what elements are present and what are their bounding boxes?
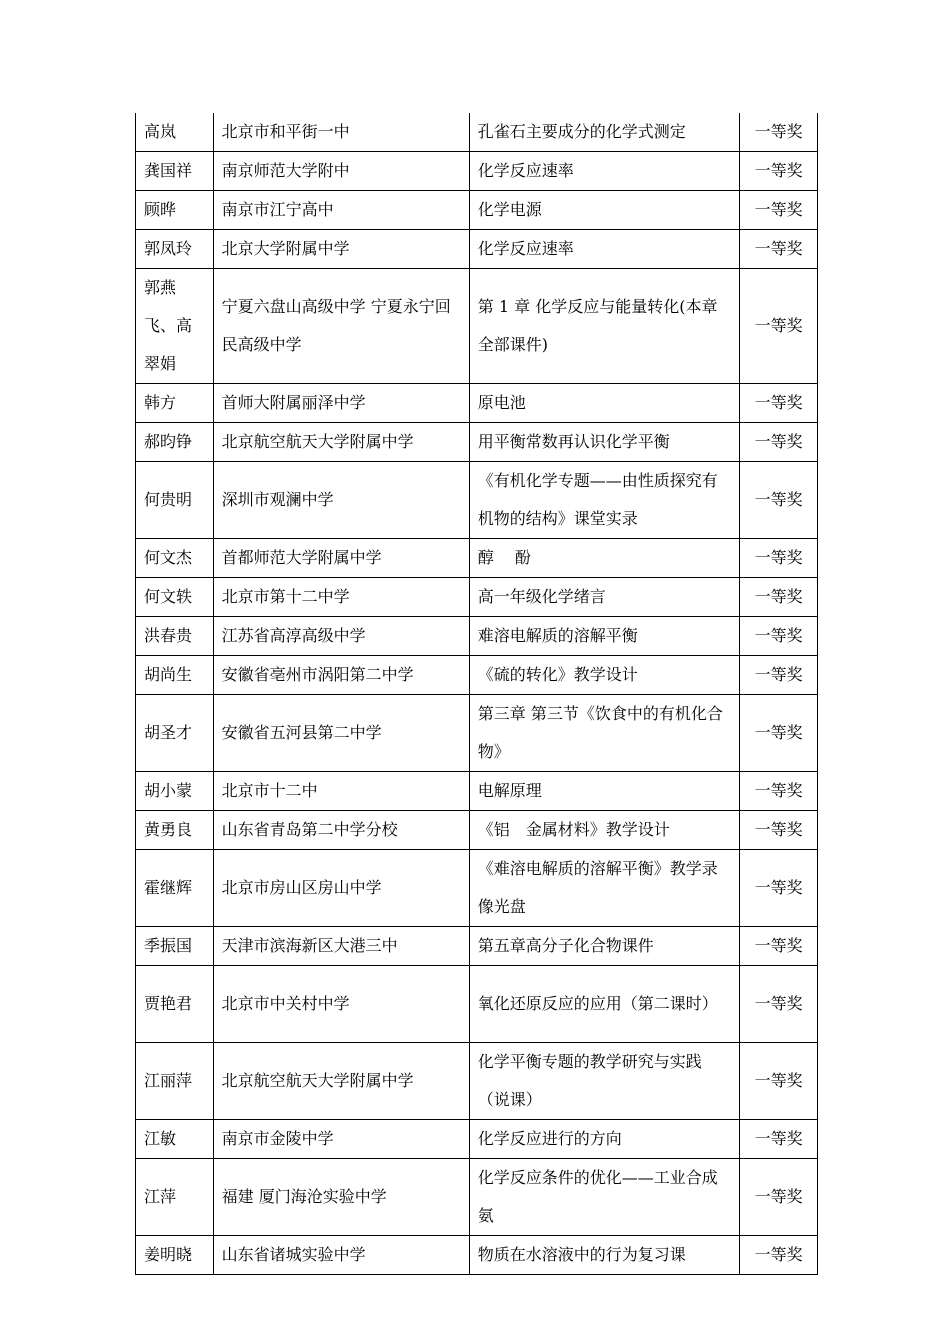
table-row	[136, 966, 818, 1043]
table-row	[136, 152, 818, 191]
award-cell: 一等奖	[740, 656, 818, 695]
topic-cell: 第 1 章 化学反应与能量转化(本章全部课件)	[469, 269, 740, 384]
award-cell: 一等奖	[740, 772, 818, 811]
table-row	[136, 1043, 818, 1120]
topic-cell: 第三章 第三节《饮食中的有机化合物》	[469, 695, 740, 772]
school-cell: 天津市滨海新区大港三中	[213, 927, 469, 966]
table-row	[136, 772, 818, 811]
table-row	[136, 191, 818, 230]
award-cell: 一等奖	[740, 1120, 818, 1159]
school-cell: 深圳市观澜中学	[213, 462, 469, 539]
teacher-name-cell: 高岚	[136, 113, 214, 152]
school-cell: 宁夏六盘山高级中学 宁夏永宁回民高级中学	[213, 269, 469, 384]
table-row	[136, 578, 818, 617]
teacher-name-cell: 何贵明	[136, 462, 214, 539]
topic-cell: 《难溶电解质的溶解平衡》教学录像光盘	[469, 850, 740, 927]
topic-cell: 高一年级化学绪言	[469, 578, 740, 617]
award-table-body	[136, 113, 818, 1275]
school-cell: 首都师范大学附属中学	[213, 539, 469, 578]
award-cell: 一等奖	[740, 811, 818, 850]
table-row	[136, 617, 818, 656]
award-cell: 一等奖	[740, 1043, 818, 1120]
topic-cell: 第五章高分子化合物课件	[469, 927, 740, 966]
award-table	[135, 113, 818, 1275]
topic-cell: 化学反应速率	[469, 152, 740, 191]
teacher-name-cell: 霍继辉	[136, 850, 214, 927]
award-cell: 一等奖	[740, 113, 818, 152]
award-cell: 一等奖	[740, 578, 818, 617]
table-row	[136, 384, 818, 423]
table-row	[136, 927, 818, 966]
topic-cell: 醇 酚	[469, 539, 740, 578]
table-row	[136, 1120, 818, 1159]
topic-cell: 原电池	[469, 384, 740, 423]
teacher-name-cell: 龚国祥	[136, 152, 214, 191]
school-cell: 山东省诸城实验中学	[213, 1236, 469, 1275]
teacher-name-cell: 江丽萍	[136, 1043, 214, 1120]
table-row	[136, 1159, 818, 1236]
school-cell: 北京大学附属中学	[213, 230, 469, 269]
teacher-name-cell: 郝昀铮	[136, 423, 214, 462]
teacher-name-cell: 江萍	[136, 1159, 214, 1236]
teacher-name-cell: 韩方	[136, 384, 214, 423]
teacher-name-cell: 胡尚生	[136, 656, 214, 695]
topic-cell: 电解原理	[469, 772, 740, 811]
award-cell: 一等奖	[740, 966, 818, 1043]
school-cell: 福建 厦门海沧实验中学	[213, 1159, 469, 1236]
award-cell: 一等奖	[740, 617, 818, 656]
topic-cell: 难溶电解质的溶解平衡	[469, 617, 740, 656]
school-cell: 安徽省五河县第二中学	[213, 695, 469, 772]
school-cell: 南京市江宁高中	[213, 191, 469, 230]
school-cell: 安徽省亳州市涡阳第二中学	[213, 656, 469, 695]
teacher-name-cell: 顾晔	[136, 191, 214, 230]
topic-cell: 化学反应条件的优化——工业合成氨	[469, 1159, 740, 1236]
award-cell: 一等奖	[740, 1236, 818, 1275]
teacher-name-cell: 胡小蒙	[136, 772, 214, 811]
table-row	[136, 539, 818, 578]
school-cell: 山东省青岛第二中学分校	[213, 811, 469, 850]
topic-cell: 《铝 金属材料》教学设计	[469, 811, 740, 850]
teacher-name-cell: 洪春贵	[136, 617, 214, 656]
award-cell: 一等奖	[740, 927, 818, 966]
teacher-name-cell: 黄勇良	[136, 811, 214, 850]
teacher-name-cell: 贾艳君	[136, 966, 214, 1043]
table-row	[136, 423, 818, 462]
award-cell: 一等奖	[740, 1159, 818, 1236]
award-cell: 一等奖	[740, 850, 818, 927]
teacher-name-cell: 何文杰	[136, 539, 214, 578]
table-row	[136, 462, 818, 539]
teacher-name-cell: 胡圣才	[136, 695, 214, 772]
teacher-name-cell: 郭凤玲	[136, 230, 214, 269]
award-cell: 一等奖	[740, 191, 818, 230]
school-cell: 北京航空航天大学附属中学	[213, 1043, 469, 1120]
topic-cell: 氧化还原反应的应用（第二课时）	[469, 966, 740, 1043]
award-cell: 一等奖	[740, 539, 818, 578]
teacher-name-cell: 郭燕飞、高翠娟	[136, 269, 214, 384]
award-cell: 一等奖	[740, 695, 818, 772]
school-cell: 南京市金陵中学	[213, 1120, 469, 1159]
award-cell: 一等奖	[740, 230, 818, 269]
award-cell: 一等奖	[740, 269, 818, 384]
school-cell: 首师大附属丽泽中学	[213, 384, 469, 423]
teacher-name-cell: 季振国	[136, 927, 214, 966]
topic-cell: 化学平衡专题的教学研究与实践（说课）	[469, 1043, 740, 1120]
table-row	[136, 113, 818, 152]
award-cell: 一等奖	[740, 152, 818, 191]
award-cell: 一等奖	[740, 384, 818, 423]
topic-cell: 《硫的转化》教学设计	[469, 656, 740, 695]
school-cell: 南京师范大学附中	[213, 152, 469, 191]
table-row	[136, 269, 818, 384]
table-row	[136, 1236, 818, 1275]
school-cell: 北京市和平街一中	[213, 113, 469, 152]
teacher-name-cell: 姜明晓	[136, 1236, 214, 1275]
teacher-name-cell: 江敏	[136, 1120, 214, 1159]
school-cell: 北京市第十二中学	[213, 578, 469, 617]
school-cell: 北京市房山区房山中学	[213, 850, 469, 927]
table-row	[136, 811, 818, 850]
topic-cell: 化学反应速率	[469, 230, 740, 269]
school-cell: 北京航空航天大学附属中学	[213, 423, 469, 462]
topic-cell: 用平衡常数再认识化学平衡	[469, 423, 740, 462]
school-cell: 北京市十二中	[213, 772, 469, 811]
topic-cell: 化学电源	[469, 191, 740, 230]
teacher-name-cell: 何文轶	[136, 578, 214, 617]
topic-cell: 孔雀石主要成分的化学式测定	[469, 113, 740, 152]
topic-cell: 《有机化学专题——由性质探究有机物的结构》课堂实录	[469, 462, 740, 539]
topic-cell: 物质在水溶液中的行为复习课	[469, 1236, 740, 1275]
school-cell: 北京市中关村中学	[213, 966, 469, 1043]
table-row	[136, 850, 818, 927]
topic-cell: 化学反应进行的方向	[469, 1120, 740, 1159]
table-row	[136, 230, 818, 269]
award-cell: 一等奖	[740, 423, 818, 462]
school-cell: 江苏省高淳高级中学	[213, 617, 469, 656]
award-cell: 一等奖	[740, 462, 818, 539]
table-row	[136, 656, 818, 695]
table-row	[136, 695, 818, 772]
